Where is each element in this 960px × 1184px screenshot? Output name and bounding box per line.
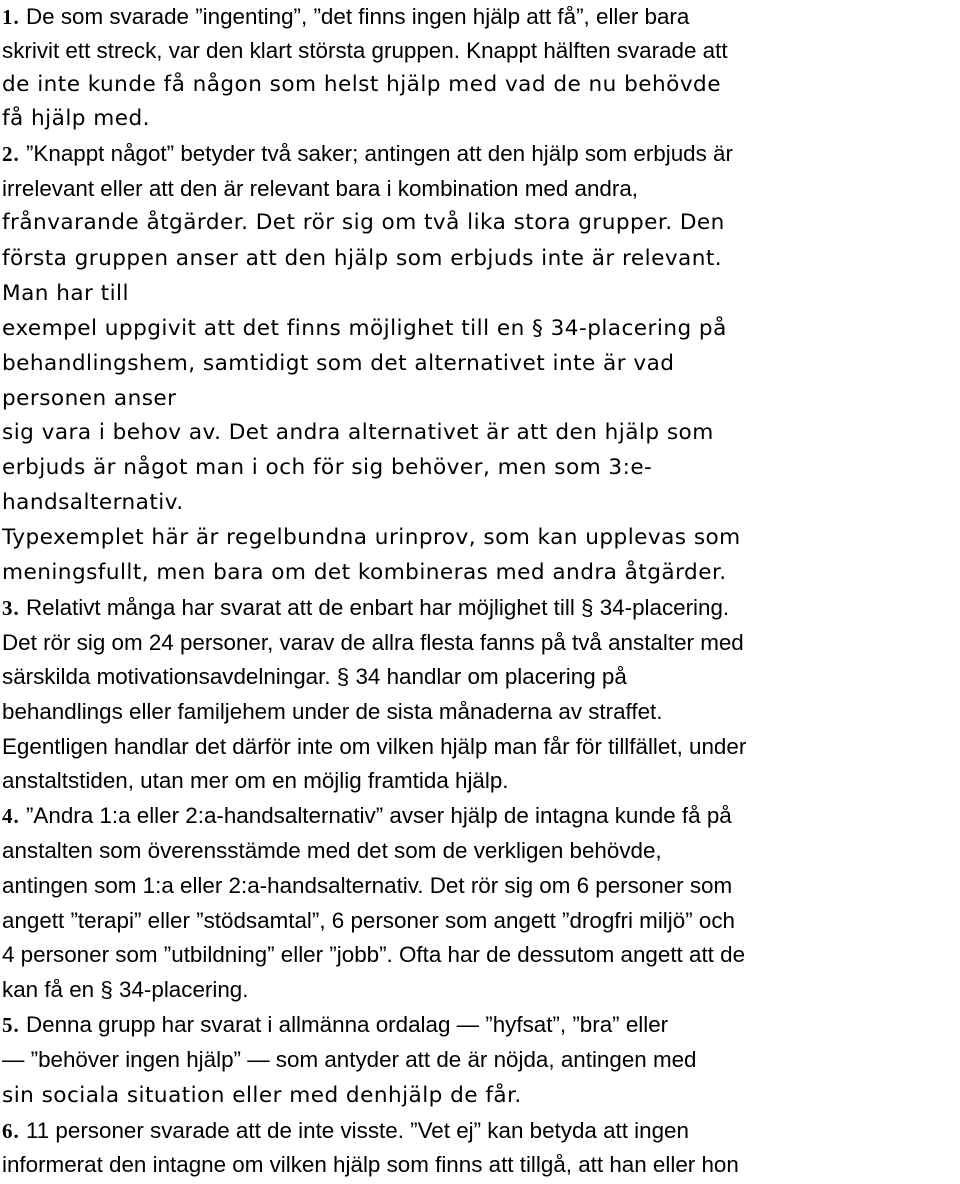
text-line: skrivit ett streck, var den klart största gruppen. Knappt hälften svarade att	[2, 38, 728, 63]
text-line: sig vara i behov av. Det andra alternativet är att den hjälp som	[2, 420, 714, 445]
text-line: första gruppen anser att den hjälp som erbjuds inte är relevant.	[2, 246, 723, 271]
text-line: särskilda motivationsavdelningar. § 34 handlar om placering på	[2, 664, 627, 689]
item-number: 6.	[2, 1119, 20, 1143]
text-line: 4 personer som ”utbildning” eller ”jobb”. Ofta har de dessutom angett att de	[2, 942, 746, 967]
text-line: Typexemplet här är regelbundna urinprov, som kan upplevas som	[2, 525, 741, 550]
text-line: anstalten som överensstämde med det som de verkligen behövde,	[2, 838, 662, 863]
text-line: Man har till	[2, 281, 129, 306]
text-line: 4. ”Andra 1:a eller 2:a-handsalternativ” avser hjälp de intagna kunde få på	[2, 803, 732, 828]
text-line: Det rör sig om 24 personer, varav de allra flesta fanns på två anstalter med	[2, 630, 744, 655]
text-line: informerat den intagne om vilken hjälp som finns att tillgå, att han eller hon	[2, 1152, 739, 1177]
text-line: antingen som 1:a eller 2:a-handsalternativ. Det rör sig om 6 personer som	[2, 873, 733, 898]
text-line: 6. 11 personer svarade att de inte visste. ”Vet ej” kan betyda att ingen	[2, 1118, 689, 1143]
text-line: få hjälp med.	[2, 106, 150, 131]
text-line: behandlingshem, samtidigt som det alternativet inte är vad	[2, 351, 675, 376]
text-line: 3. Relativt många har svarat att de enbart har möjlighet till § 34-placering.	[2, 595, 730, 620]
text-line: irrelevant eller att den är relevant bara i kombination med andra,	[2, 176, 638, 201]
text-line: anstaltstiden, utan mer om en möjlig framtida hjälp.	[2, 768, 509, 793]
item-number: 4.	[2, 804, 20, 828]
text-line: 1. De som svarade ”ingenting”, ”det finns ingen hjälp att få”, eller bara	[2, 4, 690, 29]
text-line: handsalternativ.	[2, 490, 184, 515]
text-line: — ”behöver ingen hjälp” — som antyder att de är nöjda, antingen med	[2, 1047, 697, 1072]
text-line: meningsfullt, men bara om det kombineras med andra åtgärder.	[2, 560, 727, 585]
text-line: de inte kunde få någon som helst hjälp med vad de nu behövde	[2, 72, 721, 97]
text-line: angett ”terapi” eller ”stödsamtal”, 6 personer som angett ”drogfri miljö” och	[2, 908, 735, 933]
text-line: exempel uppgivit att det finns möjlighet till en § 34-placering på	[2, 316, 727, 341]
text-line: 5. Denna grupp har svarat i allmänna ordalag — ”hyfsat”, ”bra” eller	[2, 1012, 669, 1037]
item-number: 3.	[2, 596, 20, 620]
text-line: sin sociala situation eller med denhjälp de får.	[2, 1083, 522, 1108]
item-number: 1.	[2, 5, 20, 29]
text-line: 2. ”Knappt något” betyder två saker; antingen att den hjälp som erbjuds är	[2, 141, 733, 166]
item-number: 5.	[2, 1013, 20, 1037]
text-line: Egentligen handlar det därför inte om vilken hjälp man får för tillfället, under	[2, 734, 747, 759]
text-line: erbjuds är något man i och för sig behöver, men som 3:e-	[2, 455, 653, 480]
item-number: 2.	[2, 142, 20, 166]
text-line: kan få en § 34-placering.	[2, 977, 249, 1002]
text-line: behandlings eller familjehem under de sista månaderna av straffet.	[2, 699, 663, 724]
text-line: frånvarande åtgärder. Det rör sig om två lika stora grupper. Den	[2, 210, 725, 235]
text-line: personen anser	[2, 386, 177, 411]
